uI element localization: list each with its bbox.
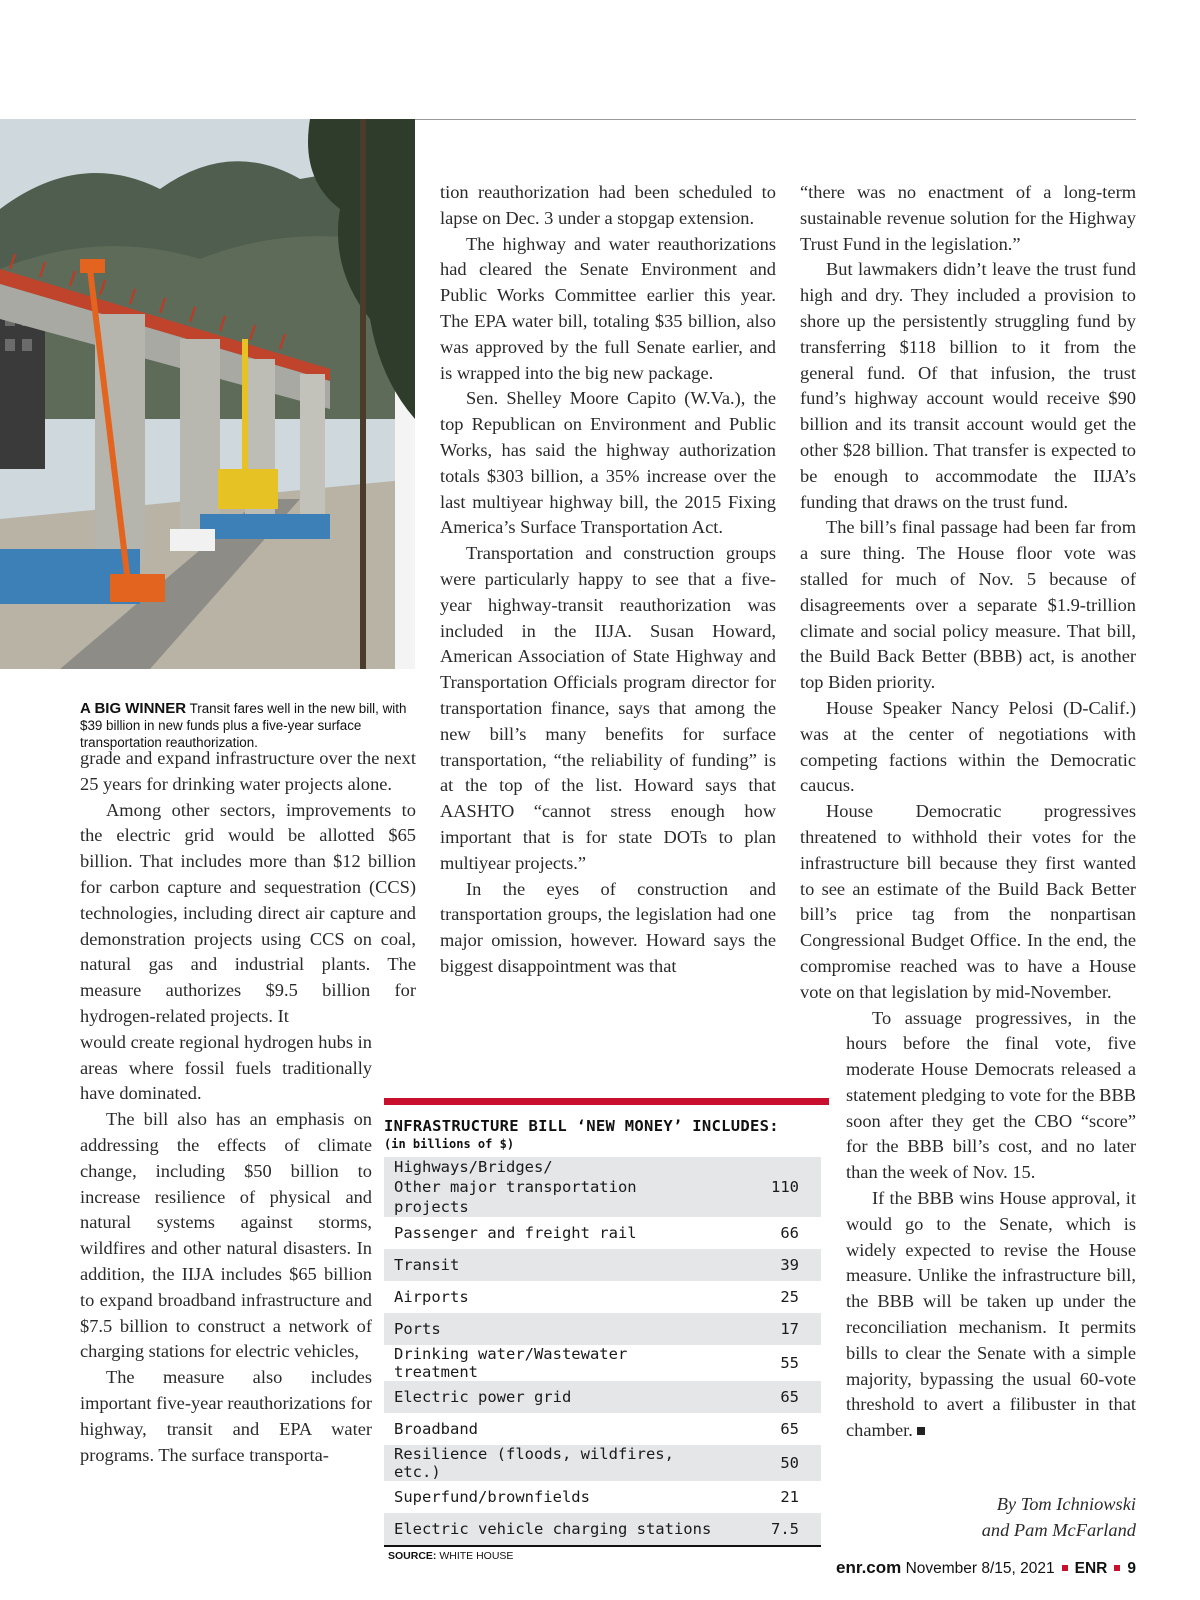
paragraph-final xyxy=(846,1186,1136,1444)
paragraph: In the eyes of construction and transportation groups, the legislation had one major omission, however. Howard says the biggest disappointment was that xyxy=(440,878,776,976)
caption-kicker: A BIG WINNER xyxy=(80,700,187,717)
paragraph: would create regional hydrogen hubs in areas where fossil fuels traditionally have dominated. xyxy=(80,1031,372,1104)
row-value: 50 xyxy=(729,1445,821,1481)
end-mark-icon xyxy=(917,1427,925,1435)
row-value: 7.5 xyxy=(729,1513,821,1545)
row-label-line-1: Highways/Bridges/ xyxy=(394,1158,553,1176)
new-money-table xyxy=(384,1098,829,1547)
row-label: Electric vehicle charging stations xyxy=(384,1513,729,1545)
paragraph: The bill also has an emphasis on addressing the effects of climate change, including $50 billion to increase resilience of physical and natural systems against storms, wildfires and other natural disasters. In addition, the IIJA includes $65 billion to expand broadband infrastructure and $7.5 billion to construct a network of charging stations for electric vehicles, xyxy=(80,1109,372,1362)
photo-caption xyxy=(80,700,410,751)
row-value: 65 xyxy=(729,1381,821,1413)
table-source xyxy=(388,1550,513,1562)
paragraph: Sen. Shelley Moore Capito (W.Va.), the top Republican on Environment and Public Works, has said the highway authorization totals $303 billion, a 35% increase over the last multiyear highway bill, the 2015 Fixing America’s Surface Transportation Act. xyxy=(440,388,776,538)
row-label-line-2: Other major transportation projects xyxy=(394,1178,637,1216)
table-row xyxy=(384,1513,821,1545)
row-value: 25 xyxy=(780,1288,799,1306)
row-value: 39 xyxy=(729,1249,821,1281)
folio-page-number: 9 xyxy=(1127,1560,1136,1577)
paragraph: The bill’s final passage had been far from a sure thing. The House floor vote was stalled for much of Nov. 5 because of disagreements over a separate $1.9-trillion climate and social policy measure. That bill, the Build Back Better (BBB) act, is another top Biden priority. xyxy=(800,517,1136,693)
row-value: 17 xyxy=(729,1313,821,1345)
row-label: Transit xyxy=(384,1249,729,1281)
table-row xyxy=(384,1381,821,1413)
row-label: Airports xyxy=(394,1288,469,1306)
folio-magazine: ENR xyxy=(1074,1560,1108,1577)
row-label: Ports xyxy=(384,1313,729,1345)
table-bottom-rule xyxy=(384,1545,821,1547)
paragraph: House Democratic progressives threatened to withhold their votes for the infrastructure bill because they first wanted to see an estimate of the Build Back Better bill’s price tag from the nonpartisan Congressional Budget Office. In the end, the compromise reached was to have a House vote on that legislation by mid-November. xyxy=(800,801,1136,1002)
row-value: 66 xyxy=(780,1224,799,1242)
row-value: 55 xyxy=(780,1354,799,1372)
article-column-2 xyxy=(440,180,776,980)
source-text: WHITE HOUSE xyxy=(439,1550,514,1562)
table-subtitle: (in billions of $) xyxy=(384,1137,515,1151)
paragraph: But lawmakers didn’t leave the trust fund high and dry. They included a provision to shore up the persistently struggling fund by transferring $118 billion to it from the general fund. Of that infusion, the trust fund’s highway account would receive $90 billion and its transit account would get the other $28 billion. That transfer is expected to be enough to accommodate the IIJA’s funding that draws on the trust fund. xyxy=(800,259,1136,512)
paragraph: grade and expand infrastructure over the next 25 years for drinking water projects alone. xyxy=(80,748,416,794)
table-row xyxy=(384,1281,821,1313)
table-title: INFRASTRUCTURE BILL ‘NEW MONEY’ INCLUDES: xyxy=(384,1117,779,1135)
table-row xyxy=(384,1313,821,1345)
table-accent-bar xyxy=(384,1098,829,1105)
folio-site: enr.com xyxy=(836,1558,902,1577)
row-label: Drinking water/Wastewater treatment xyxy=(394,1345,628,1381)
table-row xyxy=(384,1249,821,1281)
paragraph: The measure also includes important five-year reauthorizations for highway, transit and EPA water programs. The surface transporta- xyxy=(80,1367,372,1465)
paragraph: The highway and water reauthorizations had cleared the Senate Environment and Public Works Committee earlier this year. The EPA water bill, totaling $35 billion, also was approved by the full Senate earlier, and is wrapped into the big new package. xyxy=(440,233,776,383)
table-row xyxy=(384,1445,821,1481)
row-value: 65 xyxy=(780,1420,799,1438)
table-row xyxy=(384,1345,821,1381)
construction-photo xyxy=(0,119,415,669)
paragraph: tion reauthorization had been scheduled to lapse on Dec. 3 under a stopgap extension. xyxy=(440,182,776,228)
folio-separator-icon xyxy=(1062,1565,1068,1571)
source-label: SOURCE: xyxy=(388,1550,437,1562)
row-label: Superfund/brownfields xyxy=(394,1488,590,1506)
table-row xyxy=(384,1481,821,1513)
folio-separator-icon xyxy=(1114,1565,1120,1571)
page-folio xyxy=(836,1558,1136,1578)
byline-line-1: By Tom Ichniowski xyxy=(996,1494,1136,1514)
row-label: Resilience (floods, wildfires, etc.) xyxy=(384,1445,729,1481)
article-column-3 xyxy=(800,180,1136,1444)
table-row xyxy=(384,1217,821,1249)
paragraph: House Speaker Nancy Pelosi (D-Calif.) was at the center of negotiations with competing factions within the Democratic caucus. xyxy=(800,697,1136,796)
byline-line-2: and Pam McFarland xyxy=(981,1519,1136,1540)
table-body xyxy=(384,1157,821,1545)
table-row xyxy=(384,1413,821,1445)
row-value: 21 xyxy=(780,1488,799,1506)
paragraph-final-text: If the BBB wins House approval, it would go to the Senate, which is widely expected to revise the House measure. Unlike the infrastructure bill, the BBB will be taken up under the reconciliation mechanism. It permits bills to clear the Senate with a simple majority, bypassing the usual 60-vote threshold to avert a filibuster in that chamber. xyxy=(846,1188,1136,1441)
paragraph: “there was no enactment of a long-term sustainable revenue solution for the Highway Trust Fund in the legislation.” xyxy=(800,182,1136,254)
paragraph: Among other sectors, improvements to the electric grid would be allotted $65 billion. That includes more than $12 billion for carbon capture and sequestration (CCS) technologies, including direct air capture and demonstration projects using CCS on coal, natural gas and industrial plants. The measure authorizes $9.5 billion for hydrogen-related projects. It xyxy=(80,799,416,1026)
folio-date: November 8/15, 2021 xyxy=(905,1560,1055,1577)
row-value: 110 xyxy=(729,1157,821,1217)
row-label: Passenger and freight rail xyxy=(394,1224,637,1242)
byline xyxy=(940,1492,1136,1544)
paragraph: To assuage progressives, in the hours before the final vote, five moderate House Democrats released a statement pledging to vote for the BBB soon after they get the CBO “score” for the BBB bill’s cost, and no later than the week of Nov. 15. xyxy=(846,1007,1136,1183)
article-column-1 xyxy=(80,746,416,1468)
row-label xyxy=(384,1157,729,1217)
paragraph: Transportation and construction groups were particularly happy to see that a five-year highway-transit reauthorization was included in the IIJA. Susan Howard, American Association of State Highway and Transportation Officials program director for transportation finance, says that among the new bill’s many benefits for surface transportation, “the reliability of funding” is at the top of the list. Howard says that AASHTO “cannot stress enough how important that is for state DOTs to plan multiyear projects.” xyxy=(440,543,776,873)
row-label: Broadband xyxy=(394,1420,478,1438)
table-row xyxy=(384,1157,821,1217)
caption-text: Transit fares well in the new bill, with $39 billion in new funds plus a five-year surface transportation reauthorization. xyxy=(80,701,407,750)
row-label: Electric power grid xyxy=(384,1381,729,1413)
